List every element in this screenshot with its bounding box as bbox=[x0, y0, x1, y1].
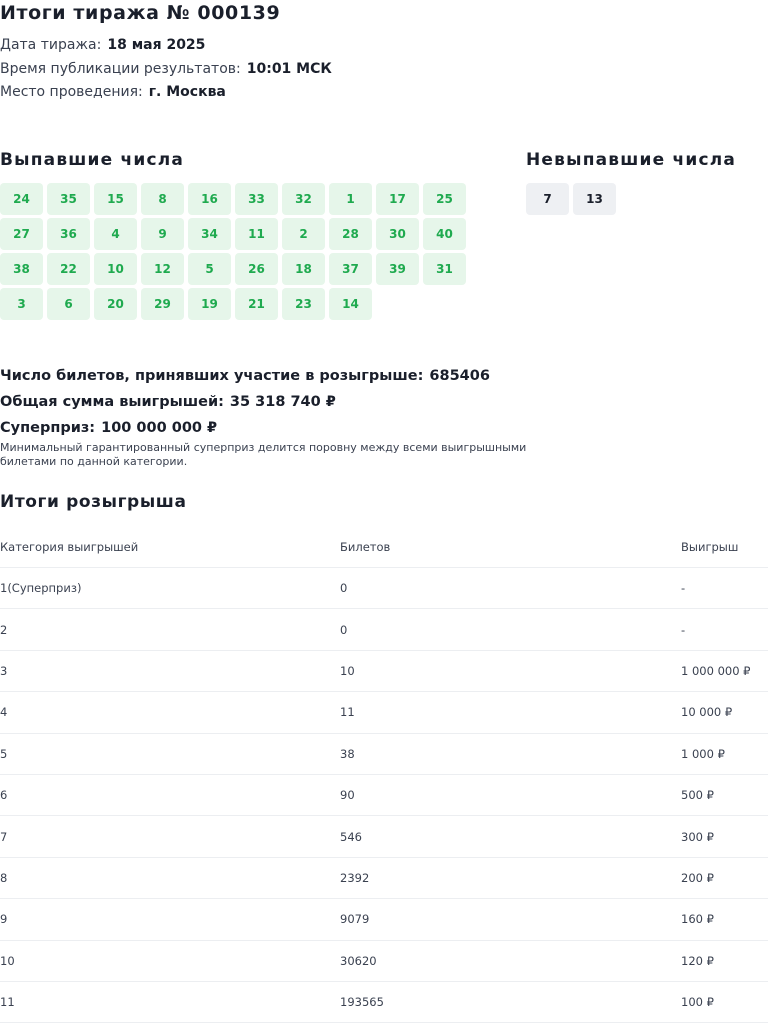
drawn-number-ball: 5 bbox=[188, 253, 231, 285]
drawn-number-ball: 14 bbox=[329, 288, 372, 320]
category-cell: 10 bbox=[0, 953, 15, 968]
drawn-number-ball: 2 bbox=[282, 218, 325, 250]
category-cell: 9 bbox=[0, 912, 8, 927]
drawn-number-ball: 18 bbox=[282, 253, 325, 285]
drawn-number-ball: 11 bbox=[235, 218, 278, 250]
table-row bbox=[0, 734, 768, 775]
page-title: Итоги тиража № 000139 bbox=[0, 2, 281, 24]
tickets-cell: 10 bbox=[340, 663, 355, 678]
table-row bbox=[0, 941, 768, 982]
drawn-numbers-grid bbox=[0, 183, 470, 320]
drawn-number-ball: 9 bbox=[141, 218, 184, 250]
superprize-note: Минимальный гарантированный суперприз делится поровну между всеми выигрышными билетами по данной категории. bbox=[0, 441, 527, 468]
results-heading: Итоги розыгрыша bbox=[0, 492, 187, 512]
drawn-number-ball: 39 bbox=[376, 253, 419, 285]
drawn-number-ball: 38 bbox=[0, 253, 43, 285]
column-header-category: Категория выигрышей bbox=[0, 540, 139, 554]
drawn-number-ball: 31 bbox=[423, 253, 466, 285]
category-cell: 4 bbox=[0, 705, 8, 720]
prize-cell: 120 ₽ bbox=[681, 953, 714, 968]
tickets-cell: 38 bbox=[340, 746, 355, 761]
table-row bbox=[0, 775, 768, 816]
drawn-number-ball: 12 bbox=[141, 253, 184, 285]
publication-time bbox=[0, 61, 332, 77]
table-row bbox=[0, 899, 768, 940]
drawn-number-ball: 22 bbox=[47, 253, 90, 285]
table-row bbox=[0, 816, 768, 857]
tickets-cell: 2392 bbox=[340, 870, 370, 885]
publication-time-label: Время публикации результатов: bbox=[0, 61, 241, 77]
drawn-number-ball: 20 bbox=[94, 288, 137, 320]
drawn-numbers-heading: Выпавшие числа bbox=[0, 150, 185, 170]
total-winnings bbox=[0, 394, 336, 410]
draw-date-value: 18 мая 2025 bbox=[107, 37, 206, 53]
column-header-tickets: Билетов bbox=[340, 540, 391, 554]
drawn-number-ball: 25 bbox=[423, 183, 466, 215]
tickets-cell: 9079 bbox=[340, 912, 370, 927]
missed-numbers-heading: Невыпавшие числа bbox=[526, 150, 737, 170]
tickets-cell: 0 bbox=[340, 581, 348, 596]
table-row bbox=[0, 858, 768, 899]
drawn-number-ball: 27 bbox=[0, 218, 43, 250]
drawn-number-ball: 30 bbox=[376, 218, 419, 250]
results-table-header bbox=[0, 527, 768, 568]
drawn-number-ball: 26 bbox=[235, 253, 278, 285]
drawn-number-ball: 21 bbox=[235, 288, 278, 320]
drawn-number-ball: 33 bbox=[235, 183, 278, 215]
prize-cell: - bbox=[681, 581, 686, 596]
results-table-body bbox=[0, 568, 768, 1023]
superprize bbox=[0, 420, 217, 436]
drawn-number-ball: 17 bbox=[376, 183, 419, 215]
drawn-number-ball: 34 bbox=[188, 218, 231, 250]
drawn-number-ball: 3 bbox=[0, 288, 43, 320]
draw-date bbox=[0, 37, 205, 53]
prize-cell: 500 ₽ bbox=[681, 788, 714, 803]
drawn-number-ball: 23 bbox=[282, 288, 325, 320]
prize-cell: 1 000 ₽ bbox=[681, 746, 725, 761]
tickets-count-label: Число билетов, принявших участие в розыгрыше: bbox=[0, 368, 424, 384]
tickets-cell: 11 bbox=[340, 705, 355, 720]
superprize-label: Суперприз: bbox=[0, 420, 96, 436]
column-header-prize: Выигрыш bbox=[681, 540, 739, 554]
draw-date-label: Дата тиража: bbox=[0, 37, 102, 53]
publication-time-value: 10:01 МСК bbox=[246, 61, 332, 77]
table-row bbox=[0, 609, 768, 650]
drawn-number-ball: 28 bbox=[329, 218, 372, 250]
drawn-number-ball: 36 bbox=[47, 218, 90, 250]
prize-cell: 200 ₽ bbox=[681, 870, 714, 885]
results-table bbox=[0, 527, 768, 1023]
category-cell: 7 bbox=[0, 829, 8, 844]
category-cell: 8 bbox=[0, 870, 8, 885]
drawn-number-ball: 19 bbox=[188, 288, 231, 320]
drawn-number-ball: 4 bbox=[94, 218, 137, 250]
drawn-number-ball: 8 bbox=[141, 183, 184, 215]
table-row bbox=[0, 982, 768, 1023]
drawn-number-ball: 6 bbox=[47, 288, 90, 320]
draw-place bbox=[0, 84, 226, 100]
prize-cell: - bbox=[681, 622, 686, 637]
tickets-count-value: 685406 bbox=[429, 368, 490, 384]
drawn-number-ball: 29 bbox=[141, 288, 184, 320]
category-cell: 6 bbox=[0, 788, 8, 803]
tickets-cell: 90 bbox=[340, 788, 355, 803]
category-cell: 2 bbox=[0, 622, 8, 637]
category-cell: 3 bbox=[0, 663, 8, 678]
drawn-number-ball: 35 bbox=[47, 183, 90, 215]
table-row bbox=[0, 568, 768, 609]
drawn-number-ball: 24 bbox=[0, 183, 43, 215]
table-row bbox=[0, 651, 768, 692]
category-cell: 5 bbox=[0, 746, 8, 761]
drawn-number-ball: 15 bbox=[94, 183, 137, 215]
category-cell: 11 bbox=[0, 995, 15, 1010]
table-row bbox=[0, 692, 768, 733]
missed-number-ball: 13 bbox=[573, 183, 616, 215]
drawn-number-ball: 37 bbox=[329, 253, 372, 285]
tickets-cell: 0 bbox=[340, 622, 348, 637]
tickets-cell: 193565 bbox=[340, 995, 384, 1010]
prize-cell: 10 000 ₽ bbox=[681, 705, 733, 720]
tickets-cell: 546 bbox=[340, 829, 362, 844]
missed-numbers-grid bbox=[526, 183, 616, 215]
drawn-number-ball: 10 bbox=[94, 253, 137, 285]
prize-cell: 1 000 000 ₽ bbox=[681, 663, 751, 678]
missed-number-ball: 7 bbox=[526, 183, 569, 215]
prize-cell: 300 ₽ bbox=[681, 829, 714, 844]
draw-place-label: Место проведения: bbox=[0, 84, 143, 100]
prize-cell: 160 ₽ bbox=[681, 912, 714, 927]
drawn-number-ball: 16 bbox=[188, 183, 231, 215]
total-winnings-value: 35 318 740 ₽ bbox=[229, 394, 336, 410]
drawn-number-ball: 32 bbox=[282, 183, 325, 215]
total-winnings-label: Общая сумма выигрышей: bbox=[0, 394, 224, 410]
category-cell: 1(Суперприз) bbox=[0, 581, 82, 596]
drawn-number-ball: 1 bbox=[329, 183, 372, 215]
drawn-number-ball: 40 bbox=[423, 218, 466, 250]
superprize-value: 100 000 000 ₽ bbox=[101, 420, 218, 436]
prize-cell: 100 ₽ bbox=[681, 995, 714, 1010]
tickets-cell: 30620 bbox=[340, 953, 377, 968]
tickets-count bbox=[0, 368, 490, 384]
draw-place-value: г. Москва bbox=[148, 84, 226, 100]
